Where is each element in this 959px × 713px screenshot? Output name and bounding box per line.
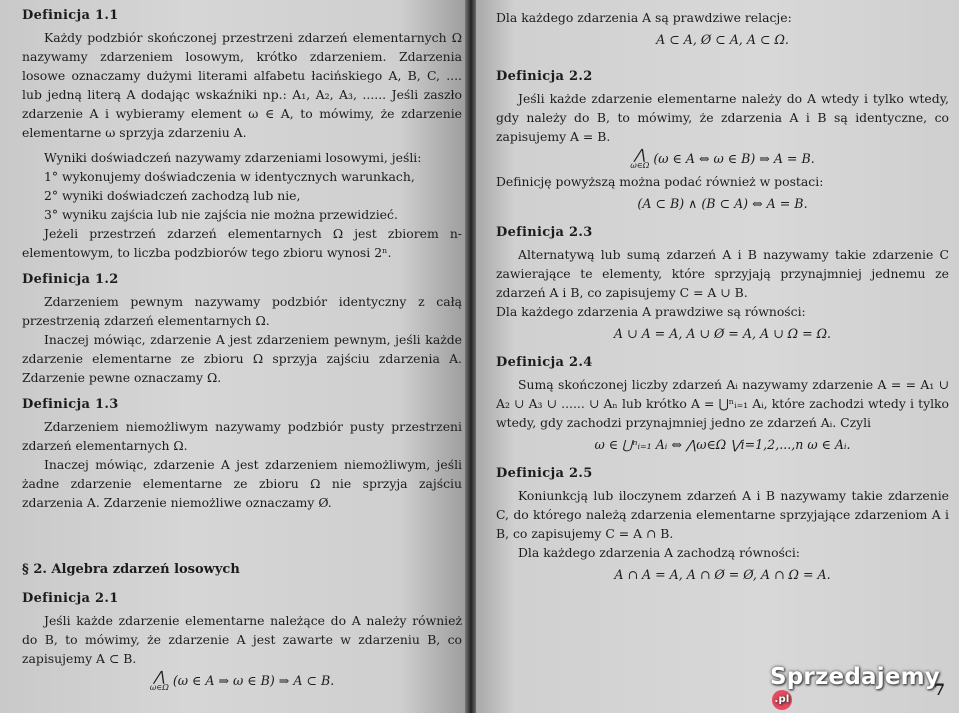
left-page [0,0,470,713]
paragraph: Inaczej mówiąc, zdarzenie A jest zdarzeniem pewnym, jeśli każde zdarzenie elementarne ze zbioru Ω sprzyja zajściu zdarzenia A. Zdarzenie pewne oznaczamy Ω. [22,332,462,385]
paragraph: Dla każdego zdarzenia A prawdziwe są równości: [496,304,806,319]
formula: ω ∈ ⋃ⁿᵢ₌₁ Aᵢ ⇔ ⋀ω∈Ω ⋁i=1,2,...,n ω ∈ Aᵢ. [594,437,851,452]
formula: A ⊂ A, Ø ⊂ A, A ⊂ Ω. [656,32,789,47]
paragraph: Każdy podzbiór skończonej przestrzeni zdarzeń elementarnych Ω nazywamy zdarzeniem losowym, krótko zdarzeniem. Zdarzenia losowe oznaczamy dużymi literami alfabetu łacińskiego A, B, C, .... lub jedną literą A dodając wskaźniki np.: A₁, A₂, A₃, ...... Jeśli zaszło zdarzenie A i wybieramy element ω ∈ A, to mówimy, że zdarzenie elementarne ω sprzyja zdarzeniu A. [22,30,462,140]
definition-title: Definicja 2.1 [22,591,119,606]
page-number: 7 [933,680,945,699]
list-item: 1° wykonujemy doświadczenia w identycznych warunkach, [44,169,415,184]
definition-title: Definicja 2.4 [496,355,593,370]
formula: (A ⊂ B) ∧ (B ⊂ A) ⇔ A = B. [637,196,808,211]
definition-title: Definicja 2.2 [496,69,593,84]
paragraph: Dla każdego zdarzenia A są prawdziwe relacje: [496,10,792,25]
definition-1-3 [22,397,462,512]
paragraph: Koniunkcją lub iloczynem zdarzeń A i B nazywamy takie zdarzenie C, do którego należą zdarzenia elementarne sprzyjające zdarzeniom A i B, co zapisujemy C = A ∩ B. [496,488,949,541]
definition-2-4 [496,355,949,456]
paragraph: Jeśli każde zdarzenie elementarne należy do A wtedy i tylko wtedy, gdy należy do B, to mówimy, że zdarzenia A i B są identyczne, co zapisujemy A = B. [496,91,949,144]
definition-title: Definicja 2.3 [496,225,593,240]
paragraph: Jeśli każde zdarzenie elementarne należące do A należy również do B, to mówimy, że zdarzenie A jest zawarte w zdarzeniu B, co zapisujemy A ⊂ B. [22,613,462,666]
list-item: 3° wyniku zajścia lub nie zajścia nie można przewidzieć. [44,207,398,222]
watermark-logo: Sprzedajemy.pl [770,664,959,713]
formula-body: (ω ∈ A ⇒ ω ∈ B) ⇒ A ⊂ B. [172,673,335,688]
definition-2-2 [496,69,949,215]
definition-title: Definicja 1.2 [22,272,119,287]
paragraph: Wyniki doświadczeń nazywamy zdarzeniami losowymi, jeśli: [44,150,422,165]
paragraph: Dla każdego zdarzenia A zachodzą równości: [518,545,800,560]
section-heading: § 2. Algebra zdarzeń losowych [22,562,240,577]
definition-1-2 [22,272,462,387]
right-page [476,0,959,713]
formula: A ∪ A = A, A ∪ Ø = A, A ∪ Ω = Ω. [613,326,832,341]
definition-2-1 [22,591,462,692]
paragraph: Inaczej mówiąc, zdarzenie A jest zdarzeniem niemożliwym, jeśli żadne zdarzenie elementarne ze zbioru Ω nie sprzyja zajściu zdarzenia A. Zdarzenie niemożliwe oznaczamy Ø. [22,457,462,510]
formula-body: (ω ∈ A ⇔ ω ∈ B) ⇒ A = B. [653,151,815,166]
formula [496,148,949,170]
formula [22,670,462,692]
list-item: 2° wyniki doświadczeń zachodzą lub nie, [44,188,301,203]
paragraph: Zdarzeniem pewnym nazywamy podzbiór identyczny z całą przestrzenią zdarzeń elementarnych Ω. [22,294,462,328]
definition-title: Definicja 1.1 [22,8,119,23]
paragraph: Alternatywą lub sumą zdarzeń A i B nazywamy takie zdarzenie C zawierające te elementy, które sprzyjają przynajmniej jednemu ze zdarzeń A i B, co zapisujemy C = A ∪ B. [496,247,949,300]
big-and-operator: ⋀ ω∈Ω [149,669,169,692]
definition-2-3 [496,225,949,345]
paragraph: Definicję powyższą można podać również w postaci: [496,174,824,189]
paragraph: Zdarzeniem niemożliwym nazywamy podzbiór pusty przestrzeni zdarzeń elementarnych Ω. [22,419,462,453]
paragraph: Sumą skończonej liczby zdarzeń Aᵢ nazywamy zdarzenie A = = A₁ ∪ A₂ ∪ A₃ ∪ ...... ∪ Aₙ lub krótko A = ⋃ⁿᵢ₌₁ Aᵢ, które zachodzi wtedy i tylko wtedy, gdy zachodzi przynajmniej jedno ze zdarzeń Aᵢ. Czyli [496,377,949,430]
badge-icon: .pl [772,690,792,710]
formula: A ∩ A = A, A ∩ Ø = Ø, A ∩ Ω = A. [614,567,831,582]
definition-2-5 [496,466,949,586]
paragraph: Jeżeli przestrzeń zdarzeń elementarnych Ω jest zbiorem n-elementowym, to liczba podzbiorów tego zbioru wynosi 2ⁿ. [22,226,462,260]
definition-1-1 [22,8,462,262]
definition-title: Definicja 1.3 [22,397,119,412]
definition-title: Definicja 2.5 [496,466,593,481]
big-and-operator: ⋀ ω∈Ω [630,147,650,170]
